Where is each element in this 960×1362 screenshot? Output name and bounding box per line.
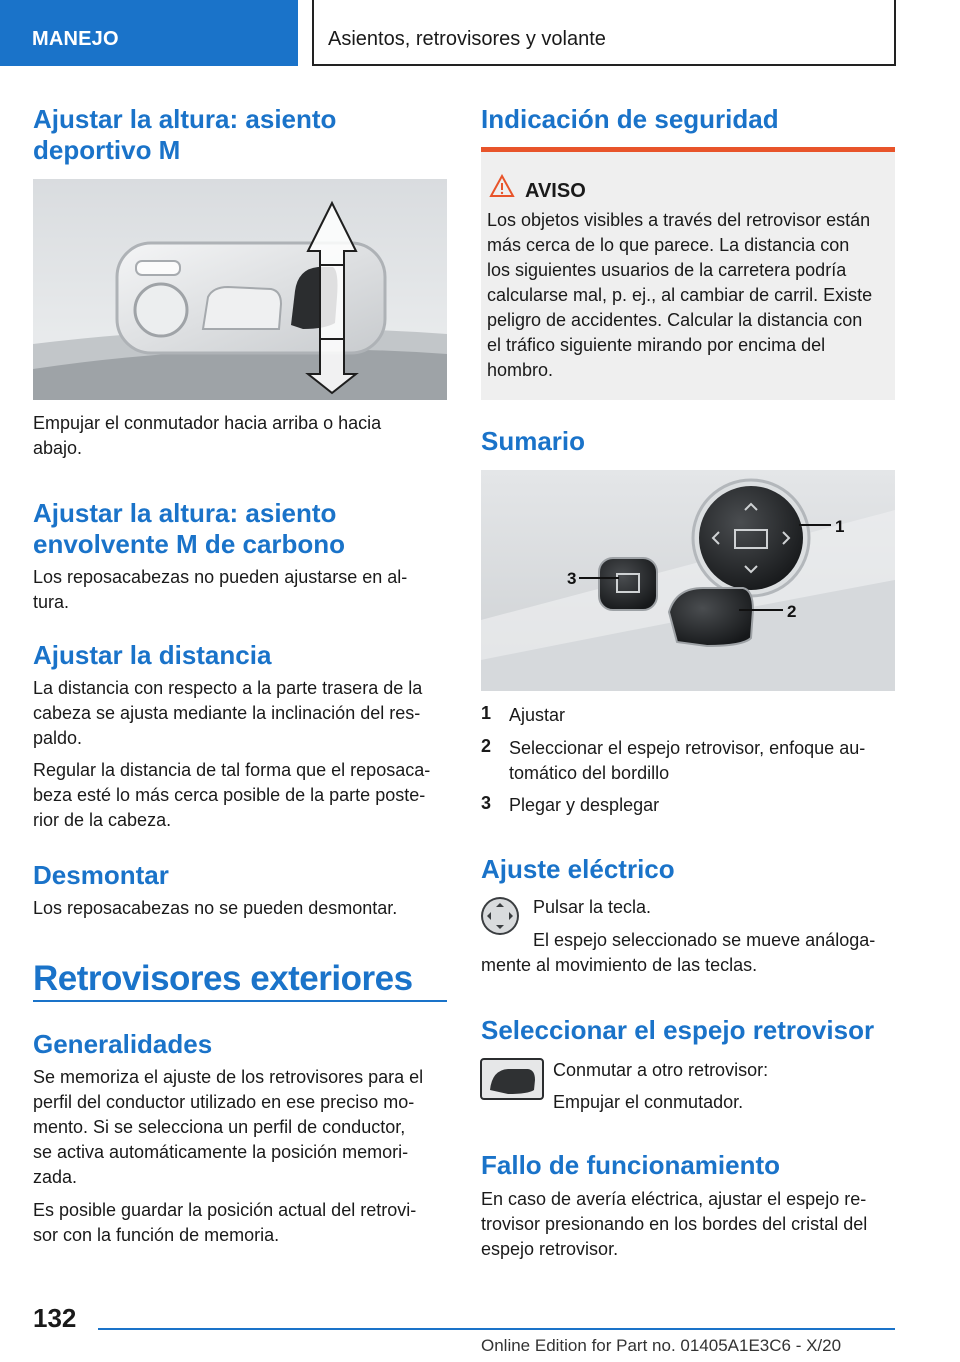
page-number: 132: [33, 1303, 77, 1333]
text-distance-2: Regular la distancia de tal forma que el reposaca‐ beza esté lo más cerca posible de la parte poste‐ rior de la cabeza.: [33, 760, 431, 830]
heading-sport-seat: Ajustar la altura: asiento deportivo M: [33, 104, 337, 165]
seat-switch-figure: [33, 179, 447, 400]
heading-summary: Sumario: [481, 426, 586, 456]
warning-title: AVISO: [525, 180, 586, 202]
text-remove: Los reposacabezas no se pueden desmontar.: [33, 898, 398, 918]
header-section-label: MANEJO: [32, 28, 119, 50]
callout-2: 2: [787, 602, 797, 621]
text-distance-1: La distancia con respecto a la parte trasera de la cabeza se ajusta mediante la inclinación del res‐ paldo.: [33, 678, 423, 748]
heading-safety: Indicación de seguridad: [481, 104, 779, 134]
callout-3: 3: [567, 569, 577, 588]
mirror-selector-switch-icon: [480, 1058, 544, 1100]
header-chapter-tab: [312, 0, 896, 66]
text-general-1: Se memoriza el ajuste de los retrovisores para el perfil del conductor utilizado en ese preciso mo‐ mento. Si se selecciona un perfil de conductor, se activa automáticamente la posición memori‐ zada.: [33, 1067, 424, 1187]
legend-text-3: Plegar y desplegar: [509, 795, 660, 815]
heading-carbon-seat: Ajustar la altura: asiento envolvente M de carbono: [33, 498, 346, 559]
heading-exterior-mirrors: Retrovisores exteriores: [33, 959, 413, 998]
warning-text: Los objetos visibles a través del retrovisor están más cerca de lo que parece. La distancia con los siguientes usuarios de la carretera podría calcularse mal, p. ej., al cambiar de carril. Existe peligro de accidentes. Calcular la distancia con el tráfico siguiente mirando por encima del hombro.: [487, 210, 873, 380]
heading-select-mirror: Seleccionar el espejo retrovisor: [481, 1015, 875, 1045]
legend-num-3: 3: [481, 793, 492, 813]
text-carbon-seat: Los reposacabezas no pueden ajustarse en al‐ tura.: [33, 567, 408, 612]
heading-adjust-distance: Ajustar la distancia: [33, 640, 272, 670]
text-electric-3: mente al movimiento de las teclas.: [481, 955, 758, 975]
heading-general: Generalidades: [33, 1029, 213, 1059]
mirror-controls-figure: [481, 470, 895, 691]
legend-text-1: Ajustar: [509, 705, 566, 725]
section-divider: [33, 1000, 447, 1002]
text-failure: En caso de avería eléctrica, ajustar el espejo re‐ trovisor presionando en los bordes del cristal del espejo retrovisor.: [481, 1189, 868, 1259]
footer-edition: Online Edition for Part no. 01405A1E3C6 - X/20: [481, 1336, 842, 1355]
text-select-1: Conmutar a otro retrovisor:: [553, 1060, 769, 1080]
header-chapter-label: Asientos, retrovisores y volante: [328, 28, 606, 50]
text-general-2: Es posible guardar la posición actual del retrovi‐ sor con la función de memoria.: [33, 1200, 417, 1245]
mirror-adjust-button-icon: [479, 895, 521, 937]
text-push-switch: Empujar el conmutador hacia arriba o hacia abajo.: [33, 413, 382, 458]
heading-electric-adjust: Ajuste eléctrico: [481, 854, 675, 884]
warning-box: [481, 147, 895, 400]
legend-num-2: 2: [481, 736, 492, 756]
warning-triangle-icon: [489, 174, 515, 198]
text-electric-1: Pulsar la tecla.: [533, 897, 652, 917]
callout-1: 1: [835, 517, 845, 536]
header-section-tab: [0, 0, 298, 66]
heading-failure: Fallo de funcionamiento: [481, 1150, 781, 1180]
legend-text-2: Seleccionar el espejo retrovisor, enfoque au‐ tomático del bordillo: [509, 738, 866, 783]
footer-rule: [98, 1328, 895, 1330]
text-electric-2: El espejo seleccionado se mueve análoga‐: [533, 930, 876, 950]
legend-num-1: 1: [481, 703, 492, 723]
text-select-2: Empujar el conmutador.: [553, 1092, 744, 1112]
heading-remove: Desmontar: [33, 860, 169, 890]
